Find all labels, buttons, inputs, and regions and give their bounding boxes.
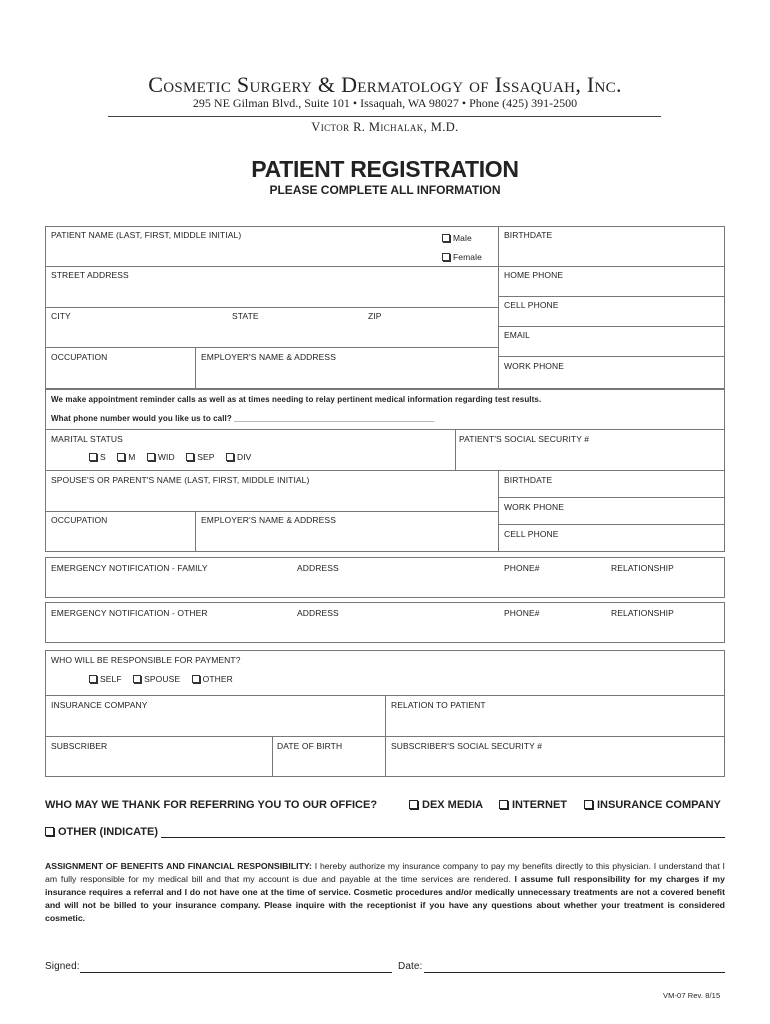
patient-ssn-field[interactable]: PATIENT'S SOCIAL SECURITY # — [459, 434, 590, 444]
marital-status-label: MARITAL STATUS — [51, 434, 123, 444]
referral-option-other[interactable]: OTHER (INDICATE) — [45, 826, 158, 838]
marital-option-sep[interactable]: SEP — [186, 452, 214, 462]
marital-option-s[interactable]: S — [89, 452, 106, 462]
reminder-phone-question[interactable]: What phone number would you like us to call? ____________________________________________ — [51, 414, 435, 423]
date-label: Date: — [398, 961, 423, 972]
checkbox-icon — [584, 800, 593, 809]
header-rule — [108, 116, 661, 117]
male-checkbox[interactable] — [442, 233, 472, 243]
checkbox-icon — [442, 234, 450, 242]
divider — [455, 429, 456, 470]
checkbox-icon — [133, 675, 141, 683]
emergency-other-relationship[interactable]: RELATIONSHIP — [611, 608, 674, 618]
doctor-name: Victor R. Michalak, M.D. — [311, 120, 459, 134]
payment-option-spouse[interactable]: SPOUSE — [133, 674, 180, 684]
divider — [272, 736, 273, 777]
divider — [498, 296, 725, 297]
divider — [498, 326, 725, 327]
checkbox-icon — [89, 675, 97, 683]
page-title: PATIENT REGISTRATION — [251, 156, 519, 182]
reminder-notice: We make appointment reminder calls as well as at times needing to relay pertinent medical information regarding test results. — [51, 395, 542, 404]
marital-option-m[interactable]: M — [117, 452, 135, 462]
divider — [45, 511, 498, 512]
assignment-text: I hereby authorize my insurance company to pay my benefits directly to this physician. I understand that I am fully responsible for my medical bill and that my account is due and payable at the time services are rendered. — [45, 861, 725, 884]
checkbox-icon — [409, 800, 418, 809]
assignment-paragraph — [45, 860, 725, 925]
divider — [195, 511, 196, 552]
male-label: Male — [453, 233, 472, 243]
checkbox-icon — [226, 453, 234, 461]
divider — [195, 347, 196, 389]
checkbox-icon — [442, 253, 450, 261]
assignment-heading: ASSIGNMENT OF BENEFITS AND FINANCIAL RESPONSIBILITY: — [45, 861, 312, 871]
emergency-other-phone[interactable]: PHONE# — [504, 608, 540, 618]
referral-option-dex-media[interactable]: DEX MEDIA — [409, 799, 483, 811]
divider — [45, 470, 725, 471]
checkbox-icon — [192, 675, 200, 683]
divider — [45, 347, 498, 348]
referral-question: WHO MAY WE THANK FOR REFERRING YOU TO OUR OFFICE? — [45, 799, 378, 811]
subscriber-dob-field[interactable]: DATE OF BIRTH — [277, 741, 343, 751]
spouse-work-phone-field[interactable]: WORK PHONE — [504, 502, 565, 512]
divider — [498, 470, 499, 552]
practice-name: Cosmetic Surgery & Dermatology of Issaquah, Inc. — [148, 72, 622, 97]
female-label: Female — [453, 252, 482, 262]
checkbox-icon — [89, 453, 97, 461]
payment-option-other[interactable]: OTHER — [192, 674, 233, 684]
divider — [45, 307, 498, 308]
divider — [498, 266, 725, 267]
marital-option-div[interactable]: DIV — [226, 452, 251, 462]
checkbox-icon — [147, 453, 155, 461]
emergency-family-address[interactable]: ADDRESS — [297, 563, 339, 573]
work-phone-field[interactable]: WORK PHONE — [504, 361, 565, 371]
cell-phone-field[interactable]: CELL PHONE — [504, 300, 559, 310]
spouse-birthdate-field[interactable]: BIRTHDATE — [504, 475, 553, 485]
email-field[interactable]: EMAIL — [504, 330, 531, 340]
marital-option-wid[interactable]: WID — [147, 452, 175, 462]
divider — [498, 226, 499, 389]
city-field[interactable]: CITY — [51, 311, 71, 321]
divider — [498, 497, 725, 498]
referral-other-line[interactable] — [161, 837, 725, 838]
signed-label: Signed: — [45, 961, 80, 972]
occupation-field[interactable]: OCCUPATION — [51, 352, 108, 362]
divider — [498, 524, 725, 525]
payment-option-self[interactable]: SELF — [89, 674, 122, 684]
state-field[interactable]: STATE — [232, 311, 259, 321]
marital-options — [89, 452, 260, 462]
street-address-field[interactable]: STREET ADDRESS — [51, 270, 129, 280]
checkbox-icon — [499, 800, 508, 809]
spouse-occupation-field[interactable]: OCCUPATION — [51, 515, 108, 525]
emergency-family-relationship[interactable]: RELATIONSHIP — [611, 563, 674, 573]
payment-options — [89, 674, 242, 684]
referral-option-internet[interactable]: INTERNET — [499, 799, 567, 811]
spouse-cell-phone-field[interactable]: CELL PHONE — [504, 529, 559, 539]
spouse-name-field[interactable]: SPOUSE'S OR PARENT'S NAME (LAST, FIRST, MIDDLE INITIAL) — [51, 475, 310, 485]
divider — [45, 266, 498, 267]
form-revision: VM-07 Rev. 8/15 — [663, 991, 721, 1000]
insurance-company-field[interactable]: INSURANCE COMPANY — [51, 700, 148, 710]
assignment-bold-text: I assume full responsibility for my charges if my insurance requires a referral and I do not have one at the time of service. Cosmetic procedures and/or medically unnecessary treatments are not a covered benefit and will not be billed to your insurance company. Please inquire with the receptionist if you have any questions about whether your treatment is considered cosmetic. — [45, 874, 725, 923]
spouse-employer-field[interactable]: EMPLOYER'S NAME & ADDRESS — [201, 515, 336, 525]
emergency-family-phone[interactable]: PHONE# — [504, 563, 540, 573]
checkbox-icon — [117, 453, 125, 461]
referral-option-insurance-company[interactable]: INSURANCE COMPANY — [584, 799, 721, 811]
page-subtitle: PLEASE COMPLETE ALL INFORMATION — [269, 183, 501, 197]
employer-field[interactable]: EMPLOYER'S NAME & ADDRESS — [201, 352, 336, 362]
relation-to-patient-field[interactable]: RELATION TO PATIENT — [391, 700, 486, 710]
payment-responsible-label: WHO WILL BE RESPONSIBLE FOR PAYMENT? — [51, 655, 241, 665]
subscriber-field[interactable]: SUBSCRIBER — [51, 741, 108, 751]
checkbox-icon — [45, 827, 54, 836]
home-phone-field[interactable]: HOME PHONE — [504, 270, 564, 280]
subscriber-ssn-field[interactable]: SUBSCRIBER'S SOCIAL SECURITY # — [391, 741, 543, 751]
divider — [45, 736, 725, 737]
patient-name-field[interactable]: PATIENT NAME (LAST, FIRST, MIDDLE INITIAL) — [51, 230, 242, 240]
birthdate-field[interactable]: BIRTHDATE — [504, 230, 553, 240]
divider — [45, 429, 725, 430]
emergency-other-field[interactable]: EMERGENCY NOTIFICATION - OTHER — [51, 608, 208, 618]
checkbox-icon — [186, 453, 194, 461]
zip-field[interactable]: ZIP — [368, 311, 382, 321]
practice-address: 295 NE Gilman Blvd., Suite 101 • Issaquah, WA 98027 • Phone (425) 391-2500 — [192, 96, 578, 110]
emergency-other-address[interactable]: ADDRESS — [297, 608, 339, 618]
divider — [498, 356, 725, 357]
date-line[interactable] — [424, 972, 725, 973]
female-checkbox[interactable] — [442, 252, 482, 262]
signature-line[interactable] — [80, 972, 392, 973]
emergency-family-field[interactable]: EMERGENCY NOTIFICATION - FAMILY — [51, 563, 208, 573]
